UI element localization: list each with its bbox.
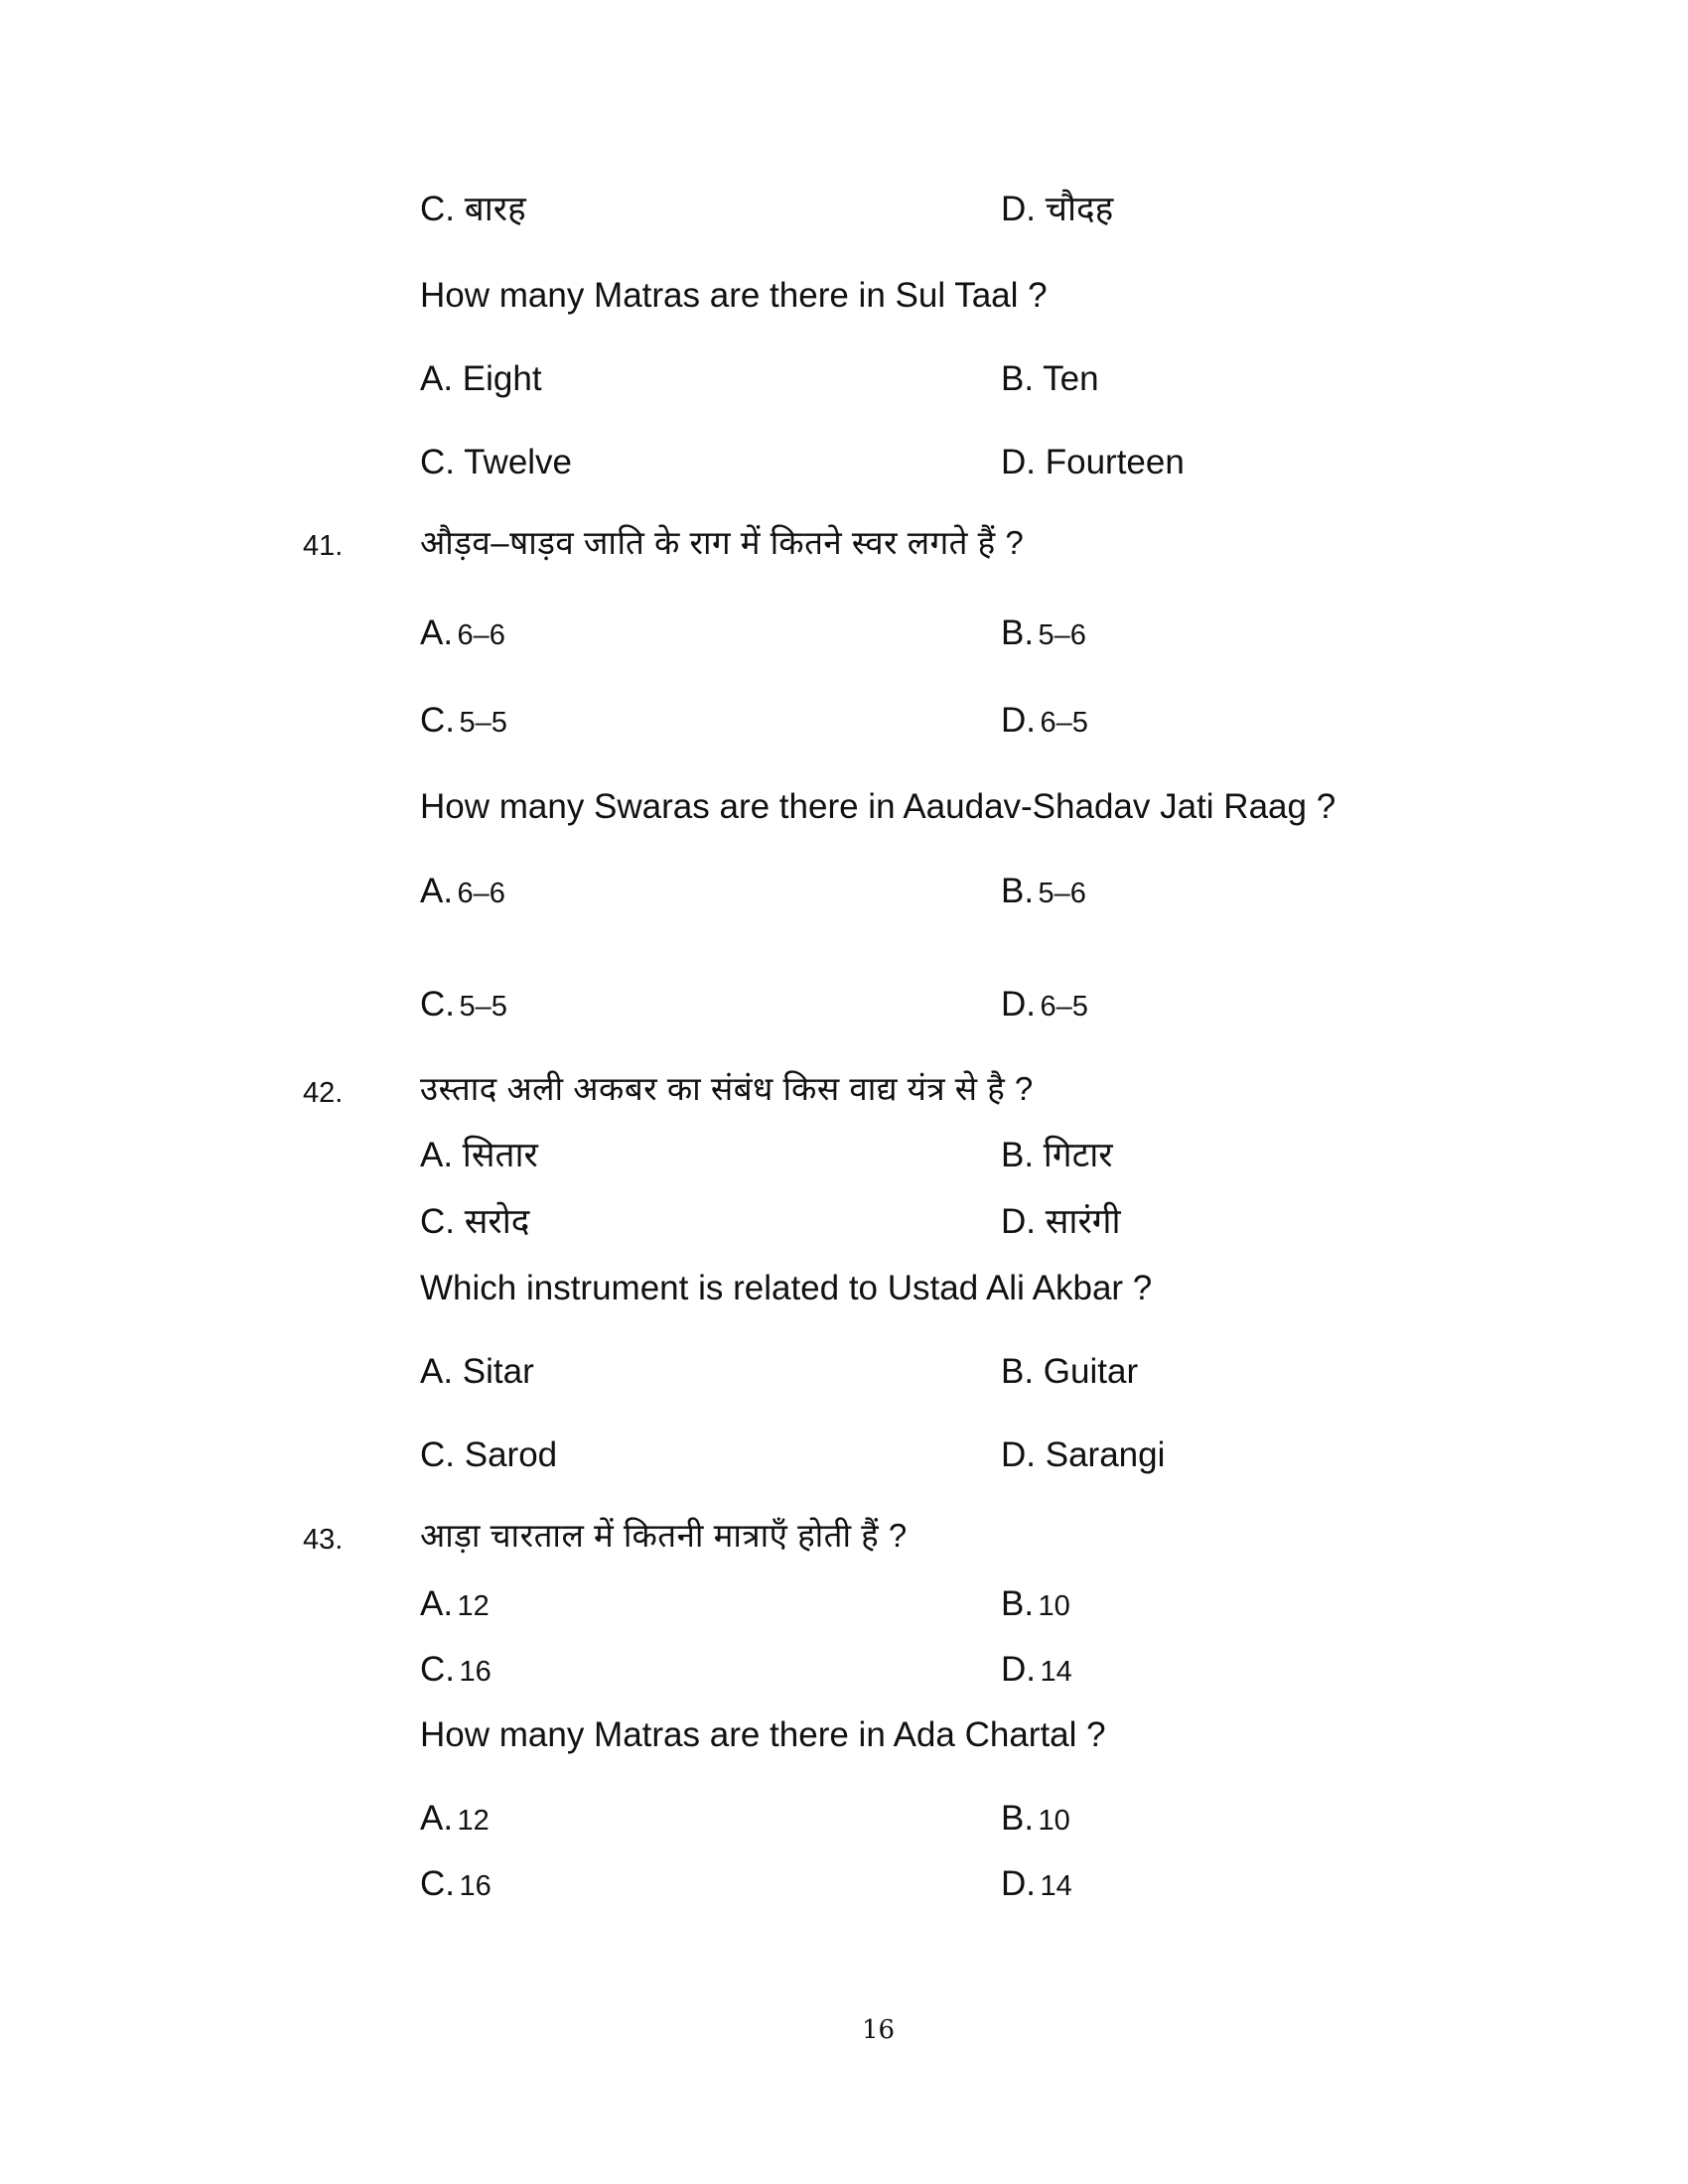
question-hindi: आड़ा चारताल में कितनी मात्राएँ होती हैं ? bbox=[420, 1517, 908, 1554]
question-english: How many Matras are there in Ada Chartal ? bbox=[420, 1715, 1106, 1754]
option-d-english: D. 6–5 bbox=[1001, 985, 1088, 1024]
option-d-english: D. 14 bbox=[1001, 1864, 1072, 1903]
option-c-english: C. Sarod bbox=[420, 1435, 558, 1474]
question-hindi: उस्ताद अली अकबर का संबंध किस वाद्य यंत्र से है ? bbox=[420, 1070, 1034, 1107]
question-number: 41. bbox=[303, 530, 344, 562]
page-number: 16 bbox=[862, 2015, 896, 2045]
option-d-hindi: D. चौदह bbox=[1001, 190, 1114, 228]
option-b-english: B. Ten bbox=[1001, 359, 1099, 398]
option-a-english: A. 12 bbox=[420, 1799, 490, 1838]
option-a-english: A. Eight bbox=[420, 359, 542, 398]
question-number: 43. bbox=[303, 1524, 344, 1556]
option-a-english: A. Sitar bbox=[420, 1352, 534, 1391]
option-c-hindi: C. 16 bbox=[420, 1650, 492, 1689]
option-b-english: B. 10 bbox=[1001, 1799, 1070, 1838]
option-b-english: B. 5–6 bbox=[1001, 872, 1086, 910]
option-c-hindi: C. बारह bbox=[420, 190, 526, 228]
option-c-english: C. 16 bbox=[420, 1864, 492, 1903]
option-a-hindi: A. 6–6 bbox=[420, 614, 505, 652]
option-d-english: D. Fourteen bbox=[1001, 443, 1185, 481]
option-b-hindi: B. गिटार bbox=[1001, 1136, 1113, 1174]
option-a-hindi: A. सितार bbox=[420, 1136, 538, 1174]
question-english: Which instrument is related to Ustad Ali Akbar ? bbox=[420, 1269, 1153, 1307]
question-hindi: औड़व–षाड़व जाति के राग में कितने स्वर लगते हैं ? bbox=[420, 524, 1025, 561]
option-d-hindi: D. 6–5 bbox=[1001, 701, 1088, 740]
option-b-english: B. Guitar bbox=[1001, 1352, 1139, 1391]
option-c-english: C. 5–5 bbox=[420, 985, 507, 1024]
option-d-english: D. Sarangi bbox=[1001, 1435, 1166, 1474]
option-d-hindi: D. सारंगी bbox=[1001, 1202, 1121, 1241]
option-a-english: A. 6–6 bbox=[420, 872, 505, 910]
option-c-hindi: C. 5–5 bbox=[420, 701, 507, 740]
option-a-hindi: A. 12 bbox=[420, 1584, 490, 1623]
question-number: 42. bbox=[303, 1077, 344, 1109]
option-b-hindi: B. 10 bbox=[1001, 1584, 1070, 1623]
option-c-english: C. Twelve bbox=[420, 443, 573, 481]
option-b-hindi: B. 5–6 bbox=[1001, 614, 1086, 652]
question-english: How many Matras are there in Sul Taal ? bbox=[420, 276, 1048, 315]
question-english: How many Swaras are there in Aaudav-Shadav Jati Raag ? bbox=[420, 787, 1336, 826]
option-d-hindi: D. 14 bbox=[1001, 1650, 1072, 1689]
option-c-hindi: C. सरोद bbox=[420, 1202, 530, 1241]
